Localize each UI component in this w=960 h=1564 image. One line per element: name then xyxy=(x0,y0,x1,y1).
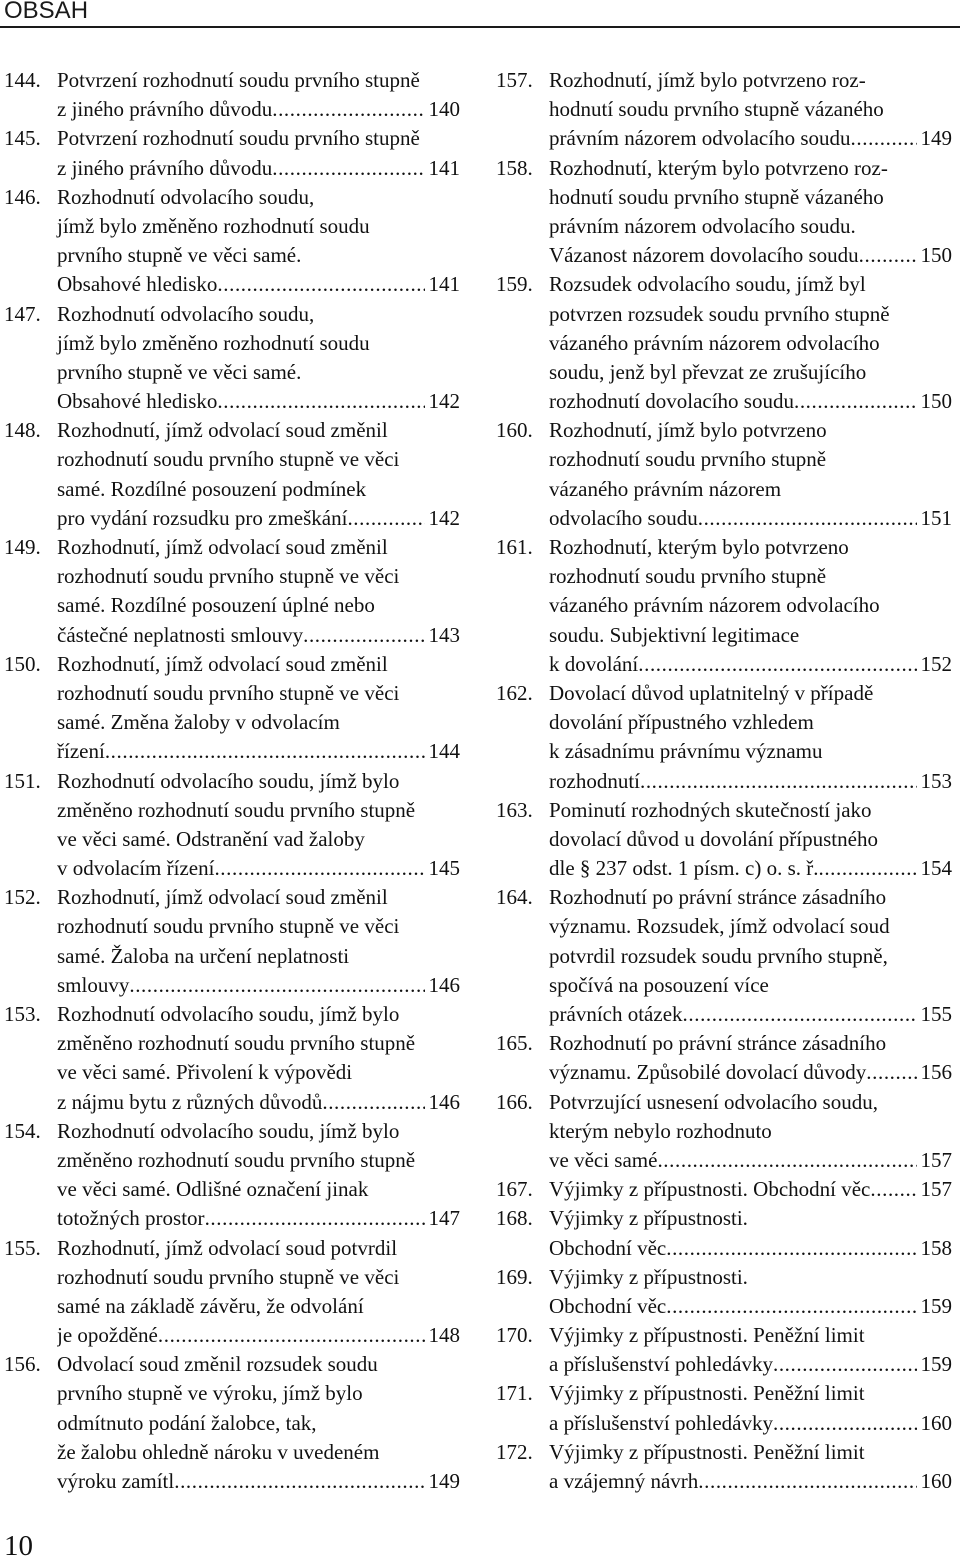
dot-leader xyxy=(666,1234,916,1263)
toc-entry-number: 169. xyxy=(496,1264,533,1289)
toc-entry-number: 144. xyxy=(4,68,41,92)
toc-entry-text: rozhodnutí dovolacího soudu xyxy=(549,389,794,414)
toc-entry-number: 153. xyxy=(4,1002,41,1026)
toc-entry-last-line xyxy=(549,1467,952,1496)
dot-leader xyxy=(683,1000,917,1029)
dot-leader xyxy=(666,1292,916,1321)
toc-entry-page: 160 xyxy=(920,1410,952,1435)
dot-leader xyxy=(870,1175,916,1204)
toc-entry-number: 150. xyxy=(4,651,41,676)
toc-entry-number: 160. xyxy=(496,418,533,443)
toc-entry-text: Obsahové hledisko xyxy=(57,272,218,297)
toc-entry-text: pro vydání rozsudku pro zmeškání xyxy=(57,505,348,530)
toc-entry-page: 143 xyxy=(428,622,460,647)
toc-entry[interactable] xyxy=(496,679,952,796)
dot-leader xyxy=(214,854,424,883)
toc-entry-last-line xyxy=(549,1175,952,1204)
toc-entry-text: smlouvy xyxy=(57,972,130,997)
toc-entry-number: 161. xyxy=(496,535,533,559)
toc-entry-last-line xyxy=(549,854,952,883)
toc-entry-number: 167. xyxy=(496,1177,533,1202)
page-header xyxy=(0,0,960,28)
toc-entry-text: prvního stupně ve výroku, jímž bylo xyxy=(57,1381,363,1406)
dot-leader xyxy=(851,124,917,153)
toc-entry-text: právních otázek xyxy=(549,1002,683,1026)
toc-entry[interactable] xyxy=(496,270,952,416)
page-number: 10 xyxy=(4,1530,33,1562)
toc-entry-text: rozhodnutí soudu prvního stupně ve věci xyxy=(57,680,400,705)
toc-entry-text: Výjimky z přípustnosti. Peněžní limit xyxy=(549,1323,865,1348)
toc-entry-text: Rozhodnutí, kterým bylo potvrzeno xyxy=(549,535,849,559)
toc-entry-text: Výjimky z přípustnosti. xyxy=(549,1264,748,1289)
toc-entry-text: Rozhodnutí, kterým bylo potvrzeno roz- xyxy=(549,155,888,180)
toc-entry-text: Rozhodnutí, jímž odvolací soud změnil xyxy=(57,418,388,443)
toc-entry-page: 148 xyxy=(428,1323,460,1348)
toc-entry-text: vázaného právním názorem xyxy=(549,476,782,501)
toc-entry-text: Pominutí rozhodných skutečností jako xyxy=(549,797,872,822)
toc-entry-text: rozhodnutí soudu prvního stupně ve věci xyxy=(57,564,400,589)
toc-column-left xyxy=(4,66,460,1496)
toc-entry-number: 165. xyxy=(496,1031,533,1056)
toc-entry-text: Rozhodnutí odvolacího soudu, xyxy=(57,301,315,326)
toc-entry-number: 146. xyxy=(4,184,41,209)
toc-entry[interactable] xyxy=(496,154,952,271)
toc-entry-number: 156. xyxy=(4,1352,41,1377)
toc-entry-page: 145 xyxy=(428,856,460,881)
toc-entry-page: 144 xyxy=(428,739,460,764)
dot-leader xyxy=(859,241,917,270)
toc-column-right xyxy=(496,66,952,1496)
toc-entry-text: a příslušenství pohledávky xyxy=(549,1410,773,1435)
toc-entry[interactable] xyxy=(496,883,952,1029)
toc-entry[interactable] xyxy=(496,1029,952,1087)
toc-entry-last-line xyxy=(549,1409,952,1438)
toc-entry[interactable] xyxy=(496,1263,952,1321)
toc-entry-number: 152. xyxy=(4,885,41,910)
toc-entry-page: 149 xyxy=(920,126,952,151)
toc-entry-text: ve věci samé. Odstranění vad žaloby xyxy=(57,826,365,851)
toc-entry-text: Rozsudek odvolacího soudu, jímž byl xyxy=(549,272,866,297)
toc-entry-text: Obsahové hledisko xyxy=(57,389,218,414)
toc-entry[interactable] xyxy=(4,1000,460,1117)
toc-entry-text: Rozhodnutí, jímž bylo potvrzeno roz- xyxy=(549,68,866,92)
dot-leader xyxy=(217,270,424,299)
dot-leader xyxy=(217,387,424,416)
toc-entry-text: samé. Změna žaloby v odvolacím xyxy=(57,710,340,735)
toc-entry[interactable] xyxy=(4,650,460,767)
toc-entry[interactable] xyxy=(4,416,460,533)
toc-entry-text: Rozhodnutí, jímž bylo potvrzeno xyxy=(549,418,827,443)
dot-leader xyxy=(272,95,424,124)
toc-entry-number: 154. xyxy=(4,1118,41,1143)
toc-entry-number: 155. xyxy=(4,1235,41,1260)
toc-entry-text: soudu, jenž byl převzat ze zrušujícího xyxy=(549,359,867,384)
toc-entry-text: spočívá na posouzení více xyxy=(549,972,769,997)
toc-entry-last-line xyxy=(549,650,952,679)
toc-entry-last-line xyxy=(57,1204,460,1233)
toc-entry-text: dle § 237 odst. 1 písm. c) o. s. ř. xyxy=(549,856,819,881)
toc-entry-text: Rozhodnutí, jímž odvolací soud potvrdil xyxy=(57,1235,398,1260)
toc-entry-number: 158. xyxy=(496,155,533,180)
toc-entry-text: výroku zamítl xyxy=(57,1469,175,1493)
toc-entry-text: Výjimky z přípustnosti. Peněžní limit xyxy=(549,1439,865,1464)
toc-entry-text: že žalobu ohledně nároku v uvedeném xyxy=(57,1439,380,1464)
toc-entry[interactable] xyxy=(4,533,460,650)
toc-entry[interactable] xyxy=(4,1117,460,1234)
toc-entry-text: rozhodnutí soudu prvního stupně xyxy=(549,564,827,589)
page-header-title: OBSAH xyxy=(4,0,89,24)
toc-entry-text: Rozhodnutí odvolacího soudu, jímž bylo xyxy=(57,768,400,793)
toc-entry-text: a příslušenství pohledávky xyxy=(549,1352,773,1377)
dot-leader xyxy=(158,1321,425,1350)
toc-entry[interactable] xyxy=(496,533,952,679)
dot-leader xyxy=(105,737,425,766)
toc-entry-text: prvního stupně ve věci samé. xyxy=(57,243,302,268)
toc-entry-text: Obchodní věc xyxy=(549,1293,667,1318)
toc-entry-number: 163. xyxy=(496,797,533,822)
toc-entry-text: rozhodnutí xyxy=(549,768,640,793)
toc-entry-text: rozhodnutí soudu prvního stupně ve věci xyxy=(57,1264,400,1289)
toc-entry-number: 172. xyxy=(496,1439,533,1464)
toc-entry-last-line xyxy=(57,971,460,1000)
toc-entry[interactable] xyxy=(4,767,460,884)
toc-entry-number: 164. xyxy=(496,885,533,910)
toc-entry-text: samé. Rozdílné posouzení úplné nebo xyxy=(57,593,375,618)
toc-entry-text: Potvrzení rozhodnutí soudu prvního stupně xyxy=(57,126,420,151)
toc-entry-number: 149. xyxy=(4,535,41,559)
toc-entry-text: v odvolacím řízení xyxy=(57,856,215,881)
toc-entry-text: Odvolací soud změnil rozsudek soudu xyxy=(57,1352,378,1377)
toc-entry[interactable] xyxy=(4,1234,460,1351)
toc-entry-page: 157 xyxy=(920,1177,952,1202)
toc-entry-page: 151 xyxy=(920,505,952,530)
toc-entry-text: potvrdil rozsudek soudu prvního stupně, xyxy=(549,943,888,968)
toc-entry-page: 160 xyxy=(920,1469,952,1493)
toc-entry-text: řízení xyxy=(57,739,105,764)
toc-entry-last-line xyxy=(57,621,460,650)
toc-entry[interactable] xyxy=(496,1321,952,1379)
toc-entry-page: 159 xyxy=(920,1293,952,1318)
toc-entry[interactable] xyxy=(4,66,460,124)
toc-entry-last-line xyxy=(57,154,460,183)
toc-entry-text: vázaného právním názorem odvolacího xyxy=(549,330,880,355)
toc-entry-text: totožných prostor xyxy=(57,1206,205,1231)
toc-entry-last-line xyxy=(57,1321,460,1350)
toc-entry-page: 149 xyxy=(428,1469,460,1493)
toc-entry-text: ve věci samé. Odlišné označení jinak xyxy=(57,1177,369,1202)
toc-entry-text: samé. Rozdílné posouzení podmínek xyxy=(57,476,367,501)
toc-entry[interactable] xyxy=(4,124,460,182)
toc-entry-text: ve věci samé xyxy=(549,1147,658,1172)
toc-entry-text: Rozhodnutí po právní stránce zásadního xyxy=(549,885,887,910)
toc-entry-text: odvolacího soudu xyxy=(549,505,698,530)
toc-entry-text: Potvrzení rozhodnutí soudu prvního stupně xyxy=(57,68,420,92)
toc-entry[interactable] xyxy=(496,1438,952,1496)
dot-leader xyxy=(640,767,917,796)
toc-entry-page: 146 xyxy=(428,972,460,997)
toc-entry-last-line xyxy=(549,767,952,796)
toc-entry[interactable] xyxy=(4,183,460,300)
toc-entry-text: ve věci samé. Přivolení k výpovědi xyxy=(57,1060,353,1085)
dot-leader xyxy=(866,1058,916,1087)
dot-leader xyxy=(794,387,917,416)
toc-entry-text: Výjimky z přípustnosti. Peněžní limit xyxy=(549,1381,865,1406)
toc-entry-last-line xyxy=(57,1088,460,1117)
toc-entry-number: 145. xyxy=(4,126,41,151)
toc-entry[interactable] xyxy=(4,883,460,1000)
toc-entry-page: 142 xyxy=(428,505,460,530)
toc-entry-page: 150 xyxy=(920,243,952,268)
toc-entry-text: rozhodnutí soudu prvního stupně ve věci xyxy=(57,447,400,472)
toc-entry-text: významu. Způsobilé dovolací důvody xyxy=(549,1060,867,1085)
dot-leader xyxy=(698,1467,916,1496)
toc-entry-text: změněno rozhodnutí soudu prvního stupně xyxy=(57,1147,416,1172)
toc-entry-number: 157. xyxy=(496,68,533,92)
toc-entry-text: Dovolací důvod uplatnitelný v případě xyxy=(549,680,874,705)
toc-entry-text: dovolací důvod u dovolání přípustného xyxy=(549,826,878,851)
toc-entry[interactable] xyxy=(4,1350,460,1496)
toc-entry-text: je opožděné xyxy=(57,1323,158,1348)
toc-entry-text: právním názorem odvolacího soudu. xyxy=(549,213,856,238)
toc-entry-page: 141 xyxy=(428,272,460,297)
toc-entry-text: k dovolání xyxy=(549,651,639,676)
toc-entry-text: Rozhodnutí odvolacího soudu, xyxy=(57,184,315,209)
toc-entry-number: 162. xyxy=(496,680,533,705)
dot-leader xyxy=(174,1467,424,1496)
toc-entry-text: hodnutí soudu prvního stupně vázaného xyxy=(549,184,884,209)
toc-entry-page: 152 xyxy=(920,651,952,676)
toc-entry-text: Rozhodnutí odvolacího soudu, jímž bylo xyxy=(57,1118,400,1143)
toc-entry-text: změněno rozhodnutí soudu prvního stupně xyxy=(57,1031,416,1056)
toc-entry-number: 168. xyxy=(496,1206,533,1231)
toc-entry-text: jímž bylo změněno rozhodnutí soudu xyxy=(57,213,370,238)
dot-leader xyxy=(129,971,424,1000)
toc-entry-last-line xyxy=(57,854,460,883)
toc-entry-last-line xyxy=(57,270,460,299)
toc-entry-text: kterým nebylo rozhodnuto xyxy=(549,1118,772,1143)
toc-entry-text: samé. Žaloba na určení neplatnosti xyxy=(57,943,350,968)
toc-entry-text: Rozhodnutí, jímž odvolací soud změnil xyxy=(57,885,388,910)
toc-entry-last-line xyxy=(549,1234,952,1263)
toc-entry-text: Rozhodnutí, jímž odvolací soud změnil xyxy=(57,651,388,676)
dot-leader xyxy=(773,1409,917,1438)
toc-entry-last-line xyxy=(57,737,460,766)
toc-entry-page: 147 xyxy=(428,1206,460,1231)
toc-entry-text: Rozhodnutí, jímž odvolací soud změnil xyxy=(57,535,388,559)
dot-leader xyxy=(303,621,424,650)
toc-entry-last-line xyxy=(57,1467,460,1496)
toc-entry-text: Vázanost názorem dovolacího soudu xyxy=(549,243,859,268)
toc-entry-last-line xyxy=(549,1292,952,1321)
toc-entry[interactable] xyxy=(496,1204,952,1262)
toc-entry-last-line xyxy=(549,387,952,416)
toc-entry[interactable] xyxy=(496,796,952,884)
toc-entry[interactable] xyxy=(496,416,952,533)
toc-entry-text: dovolání přípustného vzhledem xyxy=(549,710,814,735)
toc-entry-last-line xyxy=(57,504,460,533)
toc-entry-text: částečné neplatnosti smlouvy xyxy=(57,622,304,647)
dot-leader xyxy=(347,504,424,533)
toc-entry[interactable] xyxy=(496,1175,952,1204)
toc-entry-page: 154 xyxy=(920,856,952,881)
toc-entry-last-line xyxy=(57,95,460,124)
toc-entry-page: 159 xyxy=(920,1352,952,1377)
toc-entry-number: 170. xyxy=(496,1323,533,1348)
toc-entry[interactable] xyxy=(496,1088,952,1176)
dot-leader xyxy=(205,1204,425,1233)
toc-entry-last-line xyxy=(549,1000,952,1029)
toc-entry-text: z jiného právního důvodu xyxy=(57,97,273,122)
toc-entry-page: 155 xyxy=(920,1002,952,1026)
toc-entry-text: rozhodnutí soudu prvního stupně xyxy=(549,447,827,472)
toc-entry-text: vázaného právním názorem odvolacího xyxy=(549,593,880,618)
toc-entry-text: Výjimky z přípustnosti. xyxy=(549,1206,748,1231)
toc-entry-page: 146 xyxy=(428,1089,460,1114)
toc-entry-text: potvrzen rozsudek soudu prvního stupně xyxy=(549,301,890,326)
toc-entry[interactable] xyxy=(4,300,460,417)
toc-entry-page: 156 xyxy=(920,1060,952,1085)
toc-entry-last-line xyxy=(57,387,460,416)
toc-entry-number: 148. xyxy=(4,418,41,443)
toc-entry-page: 140 xyxy=(428,97,460,122)
dot-leader xyxy=(272,154,424,183)
toc-entry[interactable] xyxy=(496,66,952,154)
dot-leader xyxy=(698,504,917,533)
toc-entry-text: právním názorem odvolacího soudu xyxy=(549,126,851,151)
toc-entry-text: Výjimky z přípustnosti. Obchodní věc xyxy=(549,1177,871,1202)
dot-leader xyxy=(638,650,916,679)
toc-entry-page: 141 xyxy=(428,155,460,180)
toc-entry-text: samé na základě závěru, že odvolání xyxy=(57,1293,364,1318)
toc-entry-text: hodnutí soudu prvního stupně vázaného xyxy=(549,97,884,122)
dot-leader xyxy=(322,1088,424,1117)
toc-entry-number: 159. xyxy=(496,272,533,297)
toc-entry-text: soudu. Subjektivní legitimace xyxy=(549,622,800,647)
toc-entry-text: a vzájemný návrh xyxy=(549,1469,699,1493)
toc-entry-page: 158 xyxy=(920,1235,952,1260)
toc-entry-last-line xyxy=(549,1350,952,1379)
toc-entry-text: k zásadnímu právnímu významu xyxy=(549,739,823,764)
toc-entry-page: 142 xyxy=(428,389,460,414)
toc-entry-text: Rozhodnutí po právní stránce zásadního xyxy=(549,1031,887,1056)
toc-entry[interactable] xyxy=(496,1379,952,1437)
dot-leader xyxy=(657,1146,916,1175)
toc-entry-page: 153 xyxy=(920,768,952,793)
toc-entry-number: 171. xyxy=(496,1381,533,1406)
toc-entry-text: odmítnuto podání žalobce, tak, xyxy=(57,1410,317,1435)
toc-entry-last-line xyxy=(549,1146,952,1175)
toc-entry-text: změněno rozhodnutí soudu prvního stupně xyxy=(57,797,416,822)
toc-entry-text: rozhodnutí soudu prvního stupně ve věci xyxy=(57,914,400,939)
toc-entry-text: prvního stupně ve věci samé. xyxy=(57,359,302,384)
toc-entry-last-line xyxy=(549,241,952,270)
toc-entry-number: 151. xyxy=(4,768,41,793)
toc-entry-number: 166. xyxy=(496,1089,533,1114)
toc-entry-text: z nájmu bytu z různých důvodů xyxy=(57,1089,323,1114)
dot-leader xyxy=(818,854,916,883)
toc-entry-page: 157 xyxy=(920,1147,952,1172)
toc-entry-text: z jiného právního důvodu xyxy=(57,155,273,180)
toc-entry-last-line xyxy=(549,124,952,153)
toc-entry-last-line xyxy=(549,1058,952,1087)
toc-entry-number: 147. xyxy=(4,301,41,326)
toc-entry-page: 150 xyxy=(920,389,952,414)
toc-entry-text: Obchodní věc xyxy=(549,1235,667,1260)
toc-entry-last-line xyxy=(549,504,952,533)
toc-entry-text: jímž bylo změněno rozhodnutí soudu xyxy=(57,330,370,355)
toc-entry-text: Rozhodnutí odvolacího soudu, jímž bylo xyxy=(57,1002,400,1026)
dot-leader xyxy=(773,1350,917,1379)
toc-entry-text: významu. Rozsudek, jímž odvolací soud xyxy=(549,914,890,939)
toc-entry-text: Potvrzující usnesení odvolacího soudu, xyxy=(549,1089,878,1114)
